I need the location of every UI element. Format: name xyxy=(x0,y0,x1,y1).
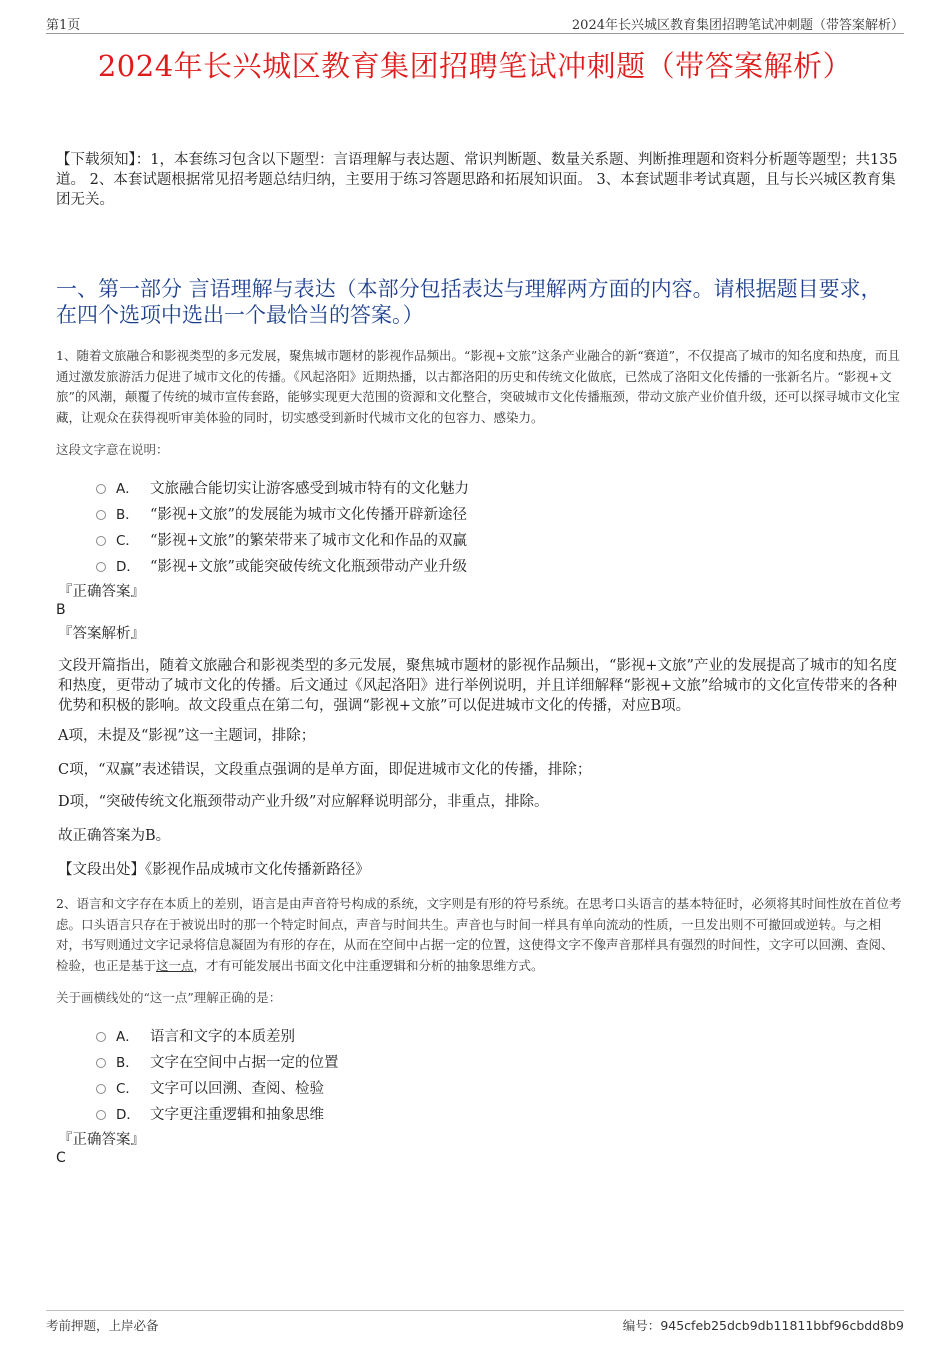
option-letter: D． xyxy=(116,559,140,575)
footer-divider xyxy=(46,1310,904,1311)
analysis-paragraph: A项，未提及“影视”这一主题词，排除； xyxy=(58,728,316,744)
code-label: 编号： xyxy=(622,1318,661,1333)
option-text: 文字更注重逻辑和抽象思维 xyxy=(150,1106,324,1123)
question-2-prompt: 关于画横线处的“这一点”理解正确的是： xyxy=(56,990,282,1005)
option-letter: A． xyxy=(116,481,139,497)
answer-value: B xyxy=(56,602,66,618)
analysis-paragraph: 故正确答案为B。 xyxy=(58,828,171,844)
option-a[interactable] xyxy=(96,1022,339,1048)
radio-icon[interactable] xyxy=(96,1084,106,1094)
option-letter: B． xyxy=(116,1055,139,1071)
radio-icon[interactable] xyxy=(96,562,106,572)
radio-icon[interactable] xyxy=(96,1058,106,1068)
code-value: 945cfeb25dcb9db11811bbf96cbdd8b9 xyxy=(660,1318,904,1333)
option-text: 文字可以回溯、查阅、检验 xyxy=(150,1080,324,1097)
radio-icon[interactable] xyxy=(96,1110,106,1120)
download-notice: 【下载须知】：1，本套练习包含以下题型：言语理解与表达题、常识判断题、数量关系题、判断推理题和资料分析题等题型；共135道。 2、本套试题根据常见招考题总结归纳，主要用于练习答题思路和拓展知识面。 3、本套试题非考试真题，且与长兴城区教育集团无关。 xyxy=(56,152,898,208)
section-title: 一、第一部分 言语理解与表达（本部分包括表达与理解两方面的内容。请根据题目要求，在四个选项中选出一个最恰当的答案。） xyxy=(56,277,882,327)
radio-icon[interactable] xyxy=(96,536,106,546)
header-doc-title: 2024年长兴城区教育集团招聘笔试冲刺题（带答案解析） xyxy=(571,18,904,33)
question-2-options xyxy=(96,1022,339,1126)
option-letter: A． xyxy=(116,1029,139,1045)
radio-icon[interactable] xyxy=(96,510,106,520)
source-note: 【文段出处】《影视作品成城市文化传播新路径》 xyxy=(58,862,370,878)
analysis-paragraph: D项，“突破传统文化瓶颈带动产业升级”对应解释说明部分，非重点，排除。 xyxy=(58,794,549,810)
header-divider xyxy=(46,33,904,34)
option-letter: D． xyxy=(116,1107,140,1123)
analysis-label: 『答案解析』 xyxy=(58,626,145,642)
option-a[interactable] xyxy=(96,474,469,500)
analysis-paragraph: 文段开篇指出，随着文旅融合和影视类型的多元发展，聚焦城市题材的影视作品频出，“影视+文旅”产业的发展提高了城市的知名度和热度，更带动了城市文化的传播。后文通过《风起洛阳》进行举例说明，并且详细解释“影视+文旅”给城市的文化宣传带来的各种优势和积极的影响。故文段重点在第二句，强调“影视+文旅”可以促进城市文化的传播，对应B项。 xyxy=(58,658,897,714)
option-text: “影视+文旅”的发展能为城市文化传播开辟新途径 xyxy=(150,506,467,523)
footer-code xyxy=(623,1316,904,1334)
answer-value: C xyxy=(56,1150,66,1166)
option-text: “影视+文旅”的繁荣带来了城市文化和作品的双赢 xyxy=(150,532,467,549)
question-1-prompt: 这段文字意在说明： xyxy=(56,442,169,457)
analysis-paragraph: C项，“双赢”表述错误，文段重点强调的是单方面，即促进城市文化的传播，排除； xyxy=(58,762,592,778)
option-b[interactable] xyxy=(96,1048,339,1074)
option-text: 文字在空间中占据一定的位置 xyxy=(150,1054,339,1071)
radio-icon[interactable] xyxy=(96,1032,106,1042)
question-1-stem: 1、随着文旅融合和影视类型的多元发展，聚焦城市题材的影视作品频出。“影视+文旅”这条产业融合的新“赛道”，不仅提高了城市的知名度和热度，而且通过激发旅游活力促进了城市文化的传播。《风起洛阳》近期热播，以古都洛阳的历史和传统文化做底，已然成了洛阳文化传播的一张新名片。“影视+文旅”的风潮，颠覆了传统的城市宣传套路，能够实现更大范围的资源和文化整合，突破城市文化传播瓶颈，带动文旅产业价值升级，还可以探寻城市文化宝藏，让观众在获得视听审美体验的同时，切实感受到新时代城市文化的包容力、感染力。 xyxy=(56,348,900,425)
option-letter: C． xyxy=(116,533,139,549)
question-2-stem xyxy=(56,894,902,976)
option-c[interactable] xyxy=(96,1074,339,1100)
page-number: 第1页 xyxy=(46,18,81,33)
question-1-options xyxy=(96,474,469,578)
option-letter: C． xyxy=(116,1081,139,1097)
option-text: “影视+文旅”或能突破传统文化瓶颈带动产业升级 xyxy=(150,558,467,575)
option-text: 文旅融合能切实让游客感受到城市特有的文化魅力 xyxy=(150,480,469,497)
option-b[interactable] xyxy=(96,500,469,526)
option-c[interactable] xyxy=(96,526,469,552)
stem-text: 2、语言和文字存在本质上的差别，语言是由声音符号构成的系统，文字则是有形的符号系统。在思考口头语言的基本特征时，必须将其时间性放在首位考虑。口头语言只存在于被说出时的那一个特定时间点，声音与时间共生。声音也与时间一样具有单向流动的性质，一旦发出则不可撤回或逆转。与之相对，书写则通过文字记录将信息凝固为有形的存在，从而在空间中占据一定的位置，这使得文字不像声音那样具有强烈的时间性，文字可以回溯、查阅、检验，也正是基于 xyxy=(56,896,902,973)
option-letter: B． xyxy=(116,507,139,523)
radio-icon[interactable] xyxy=(96,484,106,494)
answer-label: 『正确答案』 xyxy=(58,1132,145,1148)
option-d[interactable] xyxy=(96,552,469,578)
answer-label: 『正确答案』 xyxy=(58,584,145,600)
option-d[interactable] xyxy=(96,1100,339,1126)
page-title: 2024年长兴城区教育集团招聘笔试冲刺题（带答案解析） xyxy=(97,49,853,83)
underlined-phrase: 这一点 xyxy=(156,957,194,973)
stem-text: ，才有可能发展出书面文化中注重逻辑和分析的抽象思维方式。 xyxy=(193,957,544,973)
footer-slogan: 考前押题，上岸必备 xyxy=(46,1318,159,1333)
option-text: 语言和文字的本质差别 xyxy=(150,1028,295,1045)
